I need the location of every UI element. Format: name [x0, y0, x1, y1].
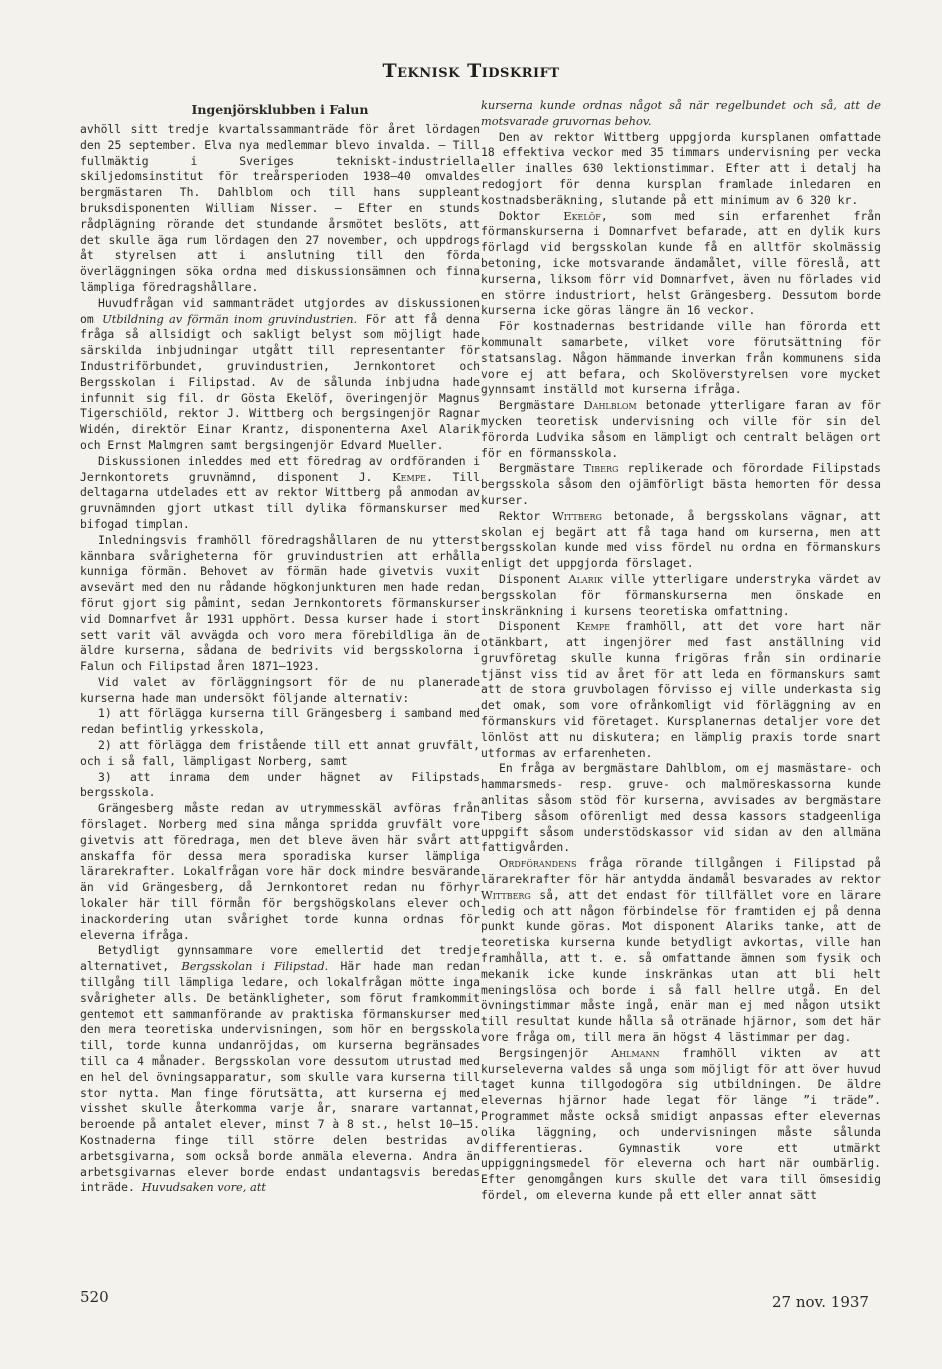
paragraph: kurserna kunde ordnas något så när regelbundet och så, att de motsvarade gruvornas behov.	[481, 98, 881, 128]
paragraph: Bergmästare Dahlblom betonade ytterligare faran av för mycken teoretisk undervisning och ville för sin del förorda Ludvika såsom en lämpligt och centralt belägen ort för en förmansskola.	[481, 398, 881, 460]
paragraph: Diskussionen inleddes med ett föredrag av ordföranden i Jernkontorets gruvnämnd, disponent J. Kempe. Till deltagarna utdelades ett av rektor Wittberg på anmodan av gruvnämnden gjort utkast till dylika förmanskurser med bifogad timplan.	[80, 453, 480, 531]
paragraph: Doktor Ekelöf, som med sin erfarenhet från förmanskurserna i Domnarfvet befarade, att en dylik kurs förlagd vid bergsskolan kunde få en alltför skolmässig betoning, icke motsvarande ändamålet, ville föreslå, att kurserna, liksom förr vid Domnarfvet, även nu förlades vid en större industriort, helst Grängesberg. Dessutom borde kurserna icke göras längre än 16 veckor.	[481, 208, 881, 318]
paragraph: Ordförandens fråga rörande tillgången i Filipstad på lärarekrafter för här antydda ändamål besvarades av rektor Wittberg så, att det endast för tillfället vore en lärare ledig och att någon förbindelse för framtiden ej på denna punkt kunde göras. Mot disponent Alariks tanke, att de teoretiska kurserna kunde betydligt avkortas, ville han framhålla, att t. e. så omfattande ämnen som fysik och mekanik icke kunde inskränkas utan att bli helt meningslösa och borde i så fall hellre utgå. En del övningstimmar måste ingå, enär man ej med någon utsikt till resultat kunde hålla så otränade hjärnor, som det här vore fråga om, till mera än högst 4 lästimmar per dag.	[481, 856, 881, 1045]
paragraph: Bergmästare Tiberg replikerade och förordade Filipstads bergsskola såsom den ojämförligt bästa hemorten för dessa kurser.	[481, 461, 881, 507]
journal-title: Teknisk Tidskrift	[382, 60, 560, 82]
paragraph: Betydligt gynnsammare vore emellertid det tredje alternativet, Bergsskolan i Filipstad. Här hade man redan tillgång till lämpliga ledare, och lokalfrågan mötte inga svårigheter alls. De betänkligheter, som förut framkommit gentemot ett sammanförande av praktiska förmanskurser med den mera teoretiska undervisningen, som hör en bergsskola till, torde kunna undanröjdas, om kurserna begränsades till ca 4 månader. Bergsskolan vore dessutom utrustad med en hel del övningsapparatur, som skulle vara kurserna till stor nytta. Man finge förutsätta, att kurserna ej med visshet skulle återkomma varje år, snarare vartannat, beroende på antalet elever, minst 7 à 8 st., helst 10—15. Kostnaderna finge till större delen bestridas av arbetsgivarna, som också borde anmäla eleverna. Andra än arbetsgivarnas elever borde endast undantagsvis beredas inträde. Huvudsaken vore, att	[80, 943, 480, 1195]
paragraph: Huvudfrågan vid sammanträdet utgjordes av diskussionen om Utbildning av förmän inom gruvindustrien. För att få denna fråga så allsidigt och sakligt belyst som möjligt hade särskilda inbjudningar utgått till representanter för Industriförbundet, gruvindustrien, Jernkontoret och Bergsskolan i Filipstad. Av de sålunda inbjudna hade infunnit sig fil. dr Gösta Ekelöf, överingenjör Magnus Tigerschiöld, rektor J. Wittberg och bergsingenjör Ragnar Widén, direktör Einar Krantz, disponenterna Axel Alarik och Ernst Malmgren samt bergsingenjör Edvard Mueller.	[80, 295, 480, 452]
paragraph: Grängesberg måste redan av utrymmesskäl avföras från förslaget. Norberg med sina många spridda gruvfält vore givetvis att föredraga, men det bleve även här svårt att anskaffa för dessa mera sporadiska kurser lämpliga lärarekrafter. Lokalfrågan vore här dock mindre besvärande än vid Grängesberg, då Jernkontoret redan nu förhyr lokaler här till förmån för bergshögskolans elever och inackordering utan svårighet torde kunna ordnas för eleverna ifråga.	[80, 801, 480, 942]
list-item: 3) att inrama dem under hägnet av Filipstads bergsskola.	[80, 769, 480, 800]
paragraph: Rektor Wittberg betonade, å bergsskolans vägnar, att skolan ej begärt att få taga hand om kurserna, men att bergsskolan kunde med viss fördel nu ordna en förmanskurs enligt det uppgjorda förslaget.	[481, 508, 881, 571]
list-item: 2) att förlägga dem fristående till ett annat gruvfält, och i så fall, lämpligast Norberg, samt	[80, 738, 480, 768]
paragraph: För kostnadernas bestridande ville han förorda ett kommunalt samarbete, vilket vore förutsättning för statsanslag. Någon hämmande inverkan från kommunens sida vore ej att befara, och Skolöverstyrelsen vore mycket gynnsamt inställd mot kurserna ifråga.	[481, 319, 881, 397]
paragraph: Vid valet av förläggningsort för de nu planerade kurserna hade man undersökt följande alternativ:	[80, 674, 480, 705]
section-heading: Ingenjörsklubben i Falun	[191, 102, 369, 117]
paragraph: En fråga av bergmästare Dahlblom, om ej masmästare- och hammarsmeds- resp. gruve- och malmöreskassorna kunde anlitas såsom stöd för kurserna, avvisades av bergmästare Tiberg såsom oförenligt med dessa kassors stadgeenliga uppgift såsom understödskassor vid sidan av den allmäna fattigvården.	[481, 761, 881, 855]
paragraph: avhöll sitt tredje kvartalssammanträde för året lördagen den 25 september. Elva nya medlemmar blevo invalda. — Till fullmäktig i Sveriges tekniskt-industriella skiljedomsinstitut för treårsperioden 1938—40 omvaldes bergmästaren Th. Dahlblom och till hans suppleant bruksdisponenten William Nisser. — Efter en stunds rådplägning rörande det stundande årsmötet beslöts, att det skulle äga rum lördagen den 27 november, och uppdrogs åt styrelsen att i anslutning till den förda överläggningen söka ordna med diskussionsämnen och finna lämpliga föredragshållare.	[80, 122, 480, 294]
list-item: 1) att förlägga kurserna till Grängesberg i samband med redan befintlig yrkesskola,	[80, 706, 480, 737]
right-column	[481, 98, 881, 1204]
paragraph: Bergsingenjör Ahlmann framhöll vikten av att kurseleverna valdes så unga som möjligt för att över huvud taget kunna tillgodogöra sig utbildningen. De äldre elevernas hjärnor hade legat för länge ”i träde”. Programmet måste också smidigt anpassas efter elevernas olika läggning, och undervisningen måste sålunda differentieras. Gymnastik vore ett utmärkt uppiggningsmedel för eleverna och hart när oumbärlig. Efter genomgången kurs skulle det vara till ömsesidig fördel, om eleverna kunde på ett eller annat sätt	[481, 1045, 881, 1202]
paragraph: Disponent Alarik ville ytterligare understryka värdet av bergsskolan för förmanskurserna men önskade en inskränkning i kursens teoretiska omfattning.	[481, 571, 882, 618]
paragraph: Disponent Kempe framhöll, att det vore hart när otänkbart, att ingenjörer med fast anställning vid gruvföretag skulle kunna frigöras från sin ordinarie tjänst viss tid av året för att leda en förmanskurs samt att de stora gruvbolagen förvisso ej ville underkasta sig det omak, som vore ofrånkomligt vid förläggning av en förmanskurs vid företaget. Kursplanernas detaljer vore det lönlöst att nu diskutera; en lämplig praxis torde snart utformas av erfarenheten.	[481, 619, 882, 760]
left-column	[80, 98, 480, 1196]
issue-date: 27 nov. 1937	[772, 1293, 869, 1311]
paragraph: Inledningsvis framhöll föredragshållaren de nu ytterst kännbara svårigheterna för gruvindustrien att erhålla kunniga förmän. Behovet av förmän hade givetvis vuxit avsevärt med den nu rådande högkonjunkturen men hade redan förut gjort sig påmint, sedan Jernkontorets förmanskurser vid Domnarfvet år 1931 upphört. Dessa kurser hade i stort sett varit väl avvägda och voro mera förebildliga än de äldre kurserna, sådana de bedrivits vid bergsskolorna i Falun och Filipstad åren 1871—1923.	[80, 532, 480, 674]
paragraph: Den av rektor Wittberg uppgjorda kursplanen omfattade 18 effektiva veckor med 35 timmars undervisning per vecka eller inalles 630 lektionstimmar. Efter att i detalj ha redogjort för denna kursplan framlade inledaren en kostnadsberäkning, slutande på ett minimum av 6 320 kr.	[481, 129, 881, 207]
page-number: 520	[80, 1288, 109, 1306]
